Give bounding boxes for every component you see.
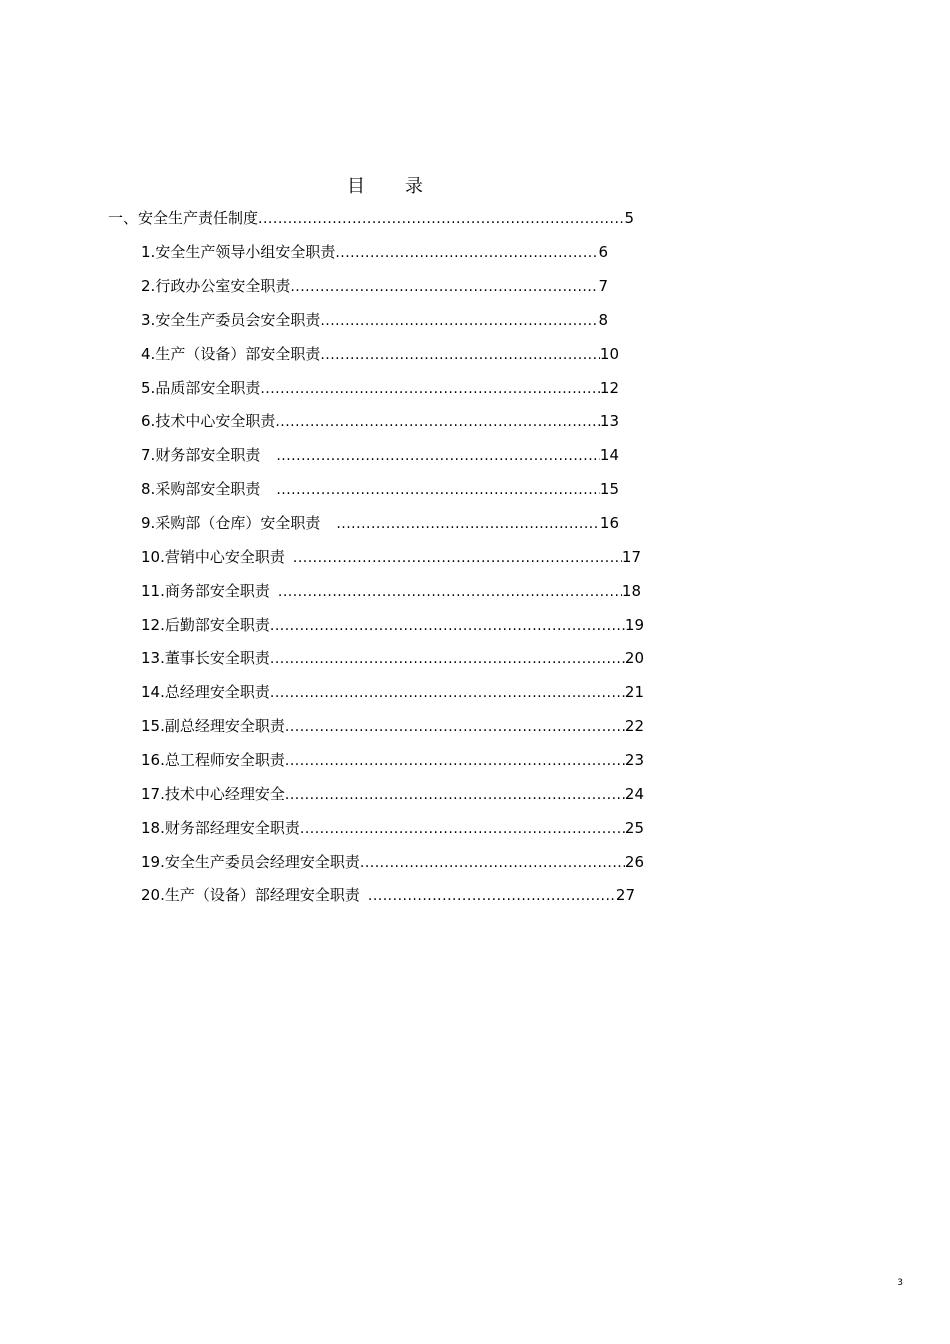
toc-leader-dots — [320, 344, 600, 366]
toc-entry[interactable] — [141, 309, 608, 331]
toc-entry-number: 14. — [141, 683, 165, 701]
toc-leader-dots — [270, 682, 625, 704]
toc-entry[interactable] — [141, 444, 619, 466]
title-char-left: 目 — [347, 176, 365, 197]
toc-entry-page: 14 — [599, 446, 619, 464]
toc-leader-dots — [368, 885, 616, 907]
toc-entry-number: 一、 — [108, 209, 139, 227]
toc-entry-page: 12 — [599, 379, 619, 397]
toc-entry-page: 18 — [621, 582, 641, 600]
toc-entry-number: 18. — [141, 819, 165, 837]
toc-entry[interactable] — [141, 884, 635, 906]
toc-entry-number: 4. — [141, 345, 156, 363]
toc-entry-label: 总经理安全职责 — [164, 683, 270, 701]
toc-entry-number: 15. — [141, 717, 165, 735]
toc-entry-number: 19. — [141, 853, 165, 871]
toc-entry-label: 后勤部安全职责 — [164, 616, 270, 634]
toc-entry-label: 安全生产委员会经理安全职责 — [164, 853, 360, 871]
toc-entry-page: 8 — [598, 311, 608, 329]
toc-entry-number: 5. — [141, 379, 156, 397]
toc-entry[interactable] — [141, 546, 641, 568]
toc-leader-dots — [270, 648, 625, 670]
toc-entry-number: 20. — [141, 886, 165, 904]
toc-entry[interactable] — [141, 817, 644, 839]
toc-entry-label: 技术中心经理安全 — [164, 785, 285, 803]
toc-entry[interactable] — [108, 207, 634, 229]
toc-entry-number: 8. — [141, 480, 156, 498]
toc-entry-page: 22 — [624, 717, 644, 735]
toc-entry-label: 行政办公室安全职责 — [155, 277, 291, 295]
toc-entry-label: 品质部安全职责 — [155, 379, 261, 397]
toc-entry-label: 技术中心安全职责 — [155, 412, 276, 430]
toc-entry-page: 10 — [599, 345, 619, 363]
toc-leader-dots — [293, 547, 622, 569]
toc-entry-number: 3. — [141, 311, 156, 329]
toc-leader-dots — [260, 378, 600, 400]
toc-entry[interactable] — [141, 614, 644, 636]
toc-entry-page: 26 — [624, 853, 644, 871]
toc-leader-dots — [276, 479, 600, 501]
toc-leader-dots — [320, 310, 598, 332]
toc-entry-page: 6 — [598, 243, 608, 261]
toc-entry[interactable] — [141, 275, 608, 297]
toc-entry-label: 安全生产委员会安全职责 — [155, 311, 321, 329]
toc-entry-number: 12. — [141, 616, 165, 634]
toc-entry-page: 5 — [624, 209, 634, 227]
toc-entry[interactable] — [141, 512, 619, 534]
toc-entry-number: 6. — [141, 412, 156, 430]
toc-leader-dots — [270, 615, 625, 637]
toc-entry[interactable] — [141, 478, 619, 500]
toc-entry-page: 7 — [598, 277, 608, 295]
toc-entry-label: 商务部安全职责 — [164, 582, 270, 600]
toc-entry-label: 营销中心安全职责 — [164, 548, 285, 566]
toc-entry-number: 2. — [141, 277, 156, 295]
toc-leader-dots — [258, 208, 624, 230]
toc-entry-label: 财务部经理安全职责 — [164, 819, 300, 837]
page-number: 3 — [897, 1278, 903, 1288]
toc-leader-dots — [290, 276, 598, 298]
toc-entry[interactable] — [141, 377, 619, 399]
toc-entry-page: 17 — [621, 548, 641, 566]
toc-entry-label: 生产（设备）部安全职责 — [155, 345, 321, 363]
toc-leader-dots — [278, 581, 622, 603]
toc-entry[interactable] — [141, 410, 619, 432]
toc-entry-page: 15 — [599, 480, 619, 498]
toc-entry-number: 11. — [141, 582, 165, 600]
toc-leader-dots — [285, 784, 625, 806]
toc-entry-label: 安全生产领导小组安全职责 — [155, 243, 336, 261]
title-char-right: 录 — [405, 176, 423, 197]
toc-entry-page: 19 — [624, 616, 644, 634]
toc-entry-label: 总工程师安全职责 — [164, 751, 285, 769]
toc-entry-page: 16 — [599, 514, 619, 532]
toc-entry-page: 13 — [599, 412, 619, 430]
toc-entry-label: 副总经理安全职责 — [164, 717, 285, 735]
toc-entry[interactable] — [141, 783, 644, 805]
toc-entry[interactable] — [141, 343, 619, 365]
toc-leader-dots — [276, 445, 600, 467]
toc-entry-label: 采购部（仓库）安全职责 — [155, 514, 321, 532]
toc-entry-page: 21 — [624, 683, 644, 701]
toc-entry-page: 27 — [615, 886, 635, 904]
toc-entry-number: 9. — [141, 514, 156, 532]
toc-entry-label: 董事长安全职责 — [164, 649, 270, 667]
toc-entry-number: 16. — [141, 751, 165, 769]
toc-leader-dots — [275, 411, 600, 433]
toc-leader-dots — [360, 852, 625, 874]
toc-entry-label: 安全生产责任制度 — [138, 209, 259, 227]
page-title — [0, 172, 770, 198]
toc-leader-dots — [300, 818, 625, 840]
toc-entry-label: 生产（设备）部经理安全职责 — [164, 886, 360, 904]
toc-entry-label: 财务部安全职责 — [155, 446, 261, 464]
toc-entry-page: 24 — [624, 785, 644, 803]
toc-entry-page: 23 — [624, 751, 644, 769]
toc-entry[interactable] — [141, 647, 644, 669]
toc-entry[interactable] — [141, 580, 641, 602]
toc-entry-page: 20 — [624, 649, 644, 667]
toc-entry-number: 17. — [141, 785, 165, 803]
toc-entry[interactable] — [141, 715, 644, 737]
toc-entry-number: 10. — [141, 548, 165, 566]
toc-entry-number: 1. — [141, 243, 156, 261]
toc-entry-number: 7. — [141, 446, 156, 464]
toc-entry[interactable] — [141, 851, 644, 873]
toc-entry-label: 采购部安全职责 — [155, 480, 261, 498]
toc-entry-page: 25 — [624, 819, 644, 837]
toc-leader-dots — [335, 242, 598, 264]
toc-entry[interactable] — [141, 241, 608, 263]
toc-leader-dots — [336, 513, 600, 535]
toc-leader-dots — [285, 750, 625, 772]
toc-leader-dots — [285, 716, 625, 738]
toc-entry-number: 13. — [141, 649, 165, 667]
toc-entry[interactable] — [141, 681, 644, 703]
toc-entry[interactable] — [141, 749, 644, 771]
